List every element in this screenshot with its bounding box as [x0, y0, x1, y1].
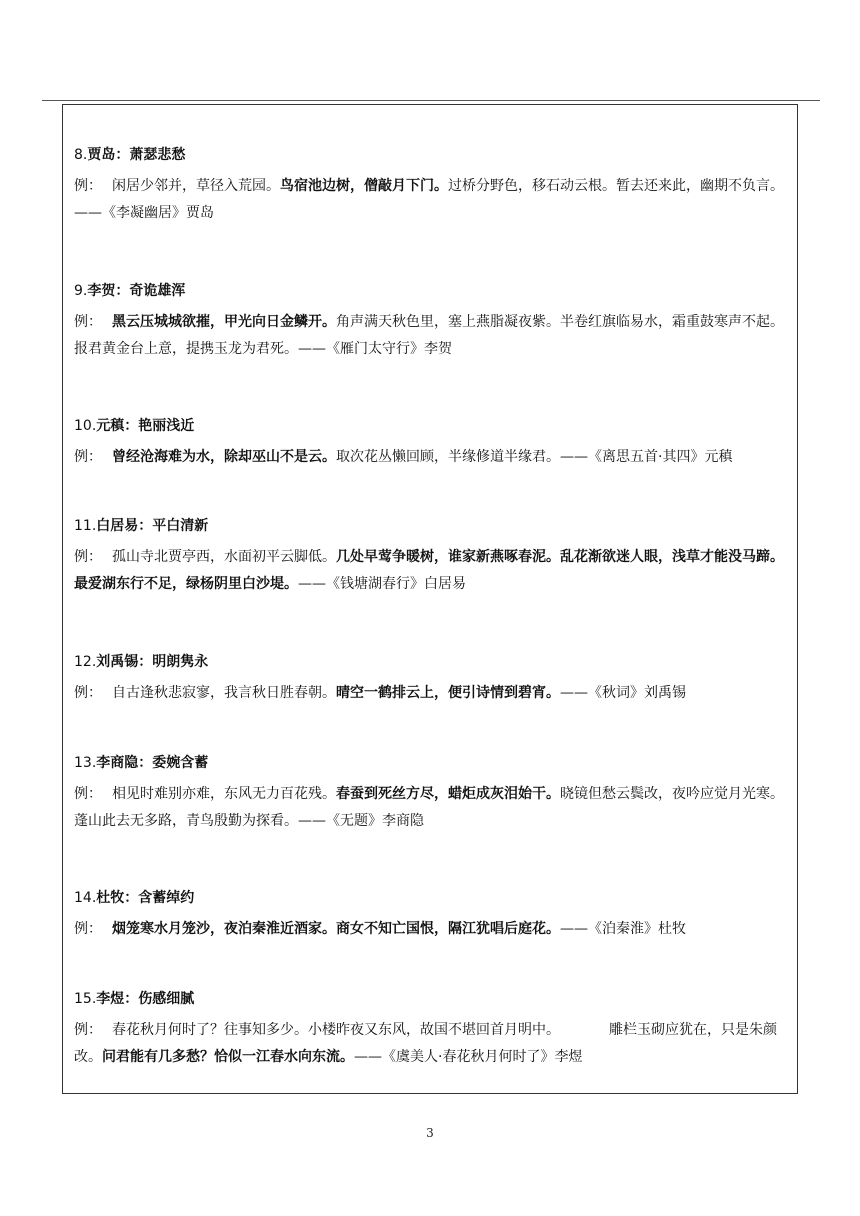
poet-entry: [74, 990, 790, 1071]
entry-heading: 15.李煜：伤感细腻: [74, 991, 195, 1007]
poet-entry: [74, 282, 790, 363]
poem-segment: 自古逢秋悲寂寥，我言秋日胜春朝。: [112, 685, 336, 701]
example-label: 例：: [74, 314, 102, 330]
entry-number: 15.: [74, 991, 97, 1007]
poet-style: 含蓄绰约: [138, 890, 195, 906]
poet-entry: [74, 417, 790, 471]
entry-heading: 11.白居易：平白清新: [74, 518, 209, 534]
entry-number: 13.: [74, 755, 97, 771]
poet-style: 伤感细腻: [138, 991, 195, 1007]
poet-name: 李煜: [96, 991, 125, 1007]
poet-entry: [74, 754, 790, 835]
poem-segment: ——《秋词》刘禹锡: [560, 685, 686, 701]
poet-style: 明朗隽永: [152, 654, 209, 670]
poet-entry: [74, 517, 790, 598]
poem-segment: 闲居少邻并，草径入荒园。: [112, 178, 280, 194]
poem-segment: 相见时难别亦难，东风无力百花残。: [112, 786, 336, 802]
example-label: 例：: [74, 449, 102, 465]
poet-name: 李商隐: [96, 755, 139, 771]
example-label: 例：: [74, 786, 102, 802]
poem-highlight: 鸟宿池边树，僧敲月下门。: [280, 178, 448, 194]
example-label: 例：: [74, 178, 102, 194]
poet-style: 委婉含蓄: [152, 755, 209, 771]
poet-style: 萧瑟悲愁: [129, 147, 186, 163]
example-text: [74, 680, 790, 707]
example-text: [74, 1017, 790, 1071]
poem-segment: ——《泊秦淮》杜牧: [560, 921, 686, 937]
example-text: [74, 781, 790, 835]
entry-number: 11.: [74, 518, 97, 534]
entry-heading: 12.刘禹锡：明朗隽永: [74, 654, 209, 670]
poet-name: 贾岛: [87, 147, 116, 163]
poem-segment: ——《钱塘湖春行》白居易: [298, 576, 466, 592]
poem-segment: 孤山寺北贾亭西，水面初平云脚低。: [112, 549, 336, 565]
entry-number: 14.: [74, 890, 97, 906]
content-frame: [62, 104, 798, 1094]
poem-segment: 过桥分野色，移石动云根。暂去还来此，幽期不负言。——《李凝幽居》贾岛: [74, 178, 784, 221]
poet-entry: [74, 653, 790, 707]
poem-highlight: 几处早莺争暖树，谁家新燕啄春泥。乱花渐欲迷人眼，浅草才能没马蹄。最爱湖东行不足，绿杨阴里白沙堤。: [74, 549, 784, 592]
poet-style: 奇诡雄浑: [129, 283, 186, 299]
example-text: [74, 309, 790, 363]
entry-heading: 8.贾岛：萧瑟悲愁: [74, 147, 186, 163]
entry-number: 12.: [74, 654, 97, 670]
page-number: 3: [426, 1126, 434, 1140]
poet-name: 李贺: [87, 283, 116, 299]
entry-heading: 13.李商隐：委婉含蓄: [74, 755, 209, 771]
example-label: 例：: [74, 549, 102, 565]
example-label: 例：: [74, 685, 102, 701]
entry-heading: 9.李贺：奇诡雄浑: [74, 283, 186, 299]
poet-name: 刘禹锡: [96, 654, 139, 670]
example-text: [74, 916, 790, 943]
poem-segment: ——《虞美人·春花秋月何时了》李煜: [354, 1049, 583, 1065]
poet-entry: [74, 146, 790, 227]
poem-highlight: 曾经沧海难为水，除却巫山不是云。: [112, 449, 336, 465]
entry-heading: 14.杜牧：含蓄绰约: [74, 890, 195, 906]
poem-highlight: 黑云压城城欲摧，甲光向日金鳞开。: [112, 314, 336, 330]
example-text: [74, 173, 790, 227]
example-text: [74, 544, 790, 598]
entry-number: 9.: [74, 283, 88, 299]
poem-segment: 春花秋月何时了？往事知多少。小楼昨夜又东风，故国不堪回首月明中。 雕栏玉砌应犹在，只是朱颜改。: [74, 1022, 777, 1065]
poet-style: 艳丽浅近: [138, 418, 195, 434]
poem-highlight: 春蚕到死丝方尽，蜡炬成灰泪始干。: [336, 786, 560, 802]
poet-name: 白居易: [96, 518, 139, 534]
poem-highlight: 问君能有几多愁？恰似一江春水向东流。: [102, 1049, 354, 1065]
poem-segment: 取次花丛懒回顾，半缘修道半缘君。——《离思五首·其四》元稹: [336, 449, 733, 465]
example-text: [74, 444, 790, 471]
header-rule: [42, 100, 820, 101]
poet-entry: [74, 889, 790, 943]
entry-heading: 10.元稹：艳丽浅近: [74, 418, 195, 434]
poem-segment: 角声满天秋色里，塞上燕脂凝夜紫。半卷红旗临易水，霜重鼓寒声不起。报君黄金台上意，提携玉龙为君死。——《雁门太守行》李贺: [74, 314, 784, 357]
poet-style: 平白清新: [152, 518, 209, 534]
entry-number: 8.: [74, 147, 88, 163]
example-label: 例：: [74, 1022, 102, 1038]
poem-highlight: 晴空一鹤排云上，便引诗情到碧宵。: [336, 685, 560, 701]
poet-name: 元稹: [96, 418, 125, 434]
poem-segment: 晓镜但愁云鬓改，夜吟应觉月光寒。蓬山此去无多路，青鸟殷勤为探看。——《无题》李商隐: [74, 786, 784, 829]
entry-number: 10.: [74, 418, 97, 434]
poem-highlight: 烟笼寒水月笼沙，夜泊秦淮近酒家。商女不知亡国恨，隔江犹唱后庭花。: [112, 921, 560, 937]
example-label: 例：: [74, 921, 102, 937]
poet-name: 杜牧: [96, 890, 125, 906]
